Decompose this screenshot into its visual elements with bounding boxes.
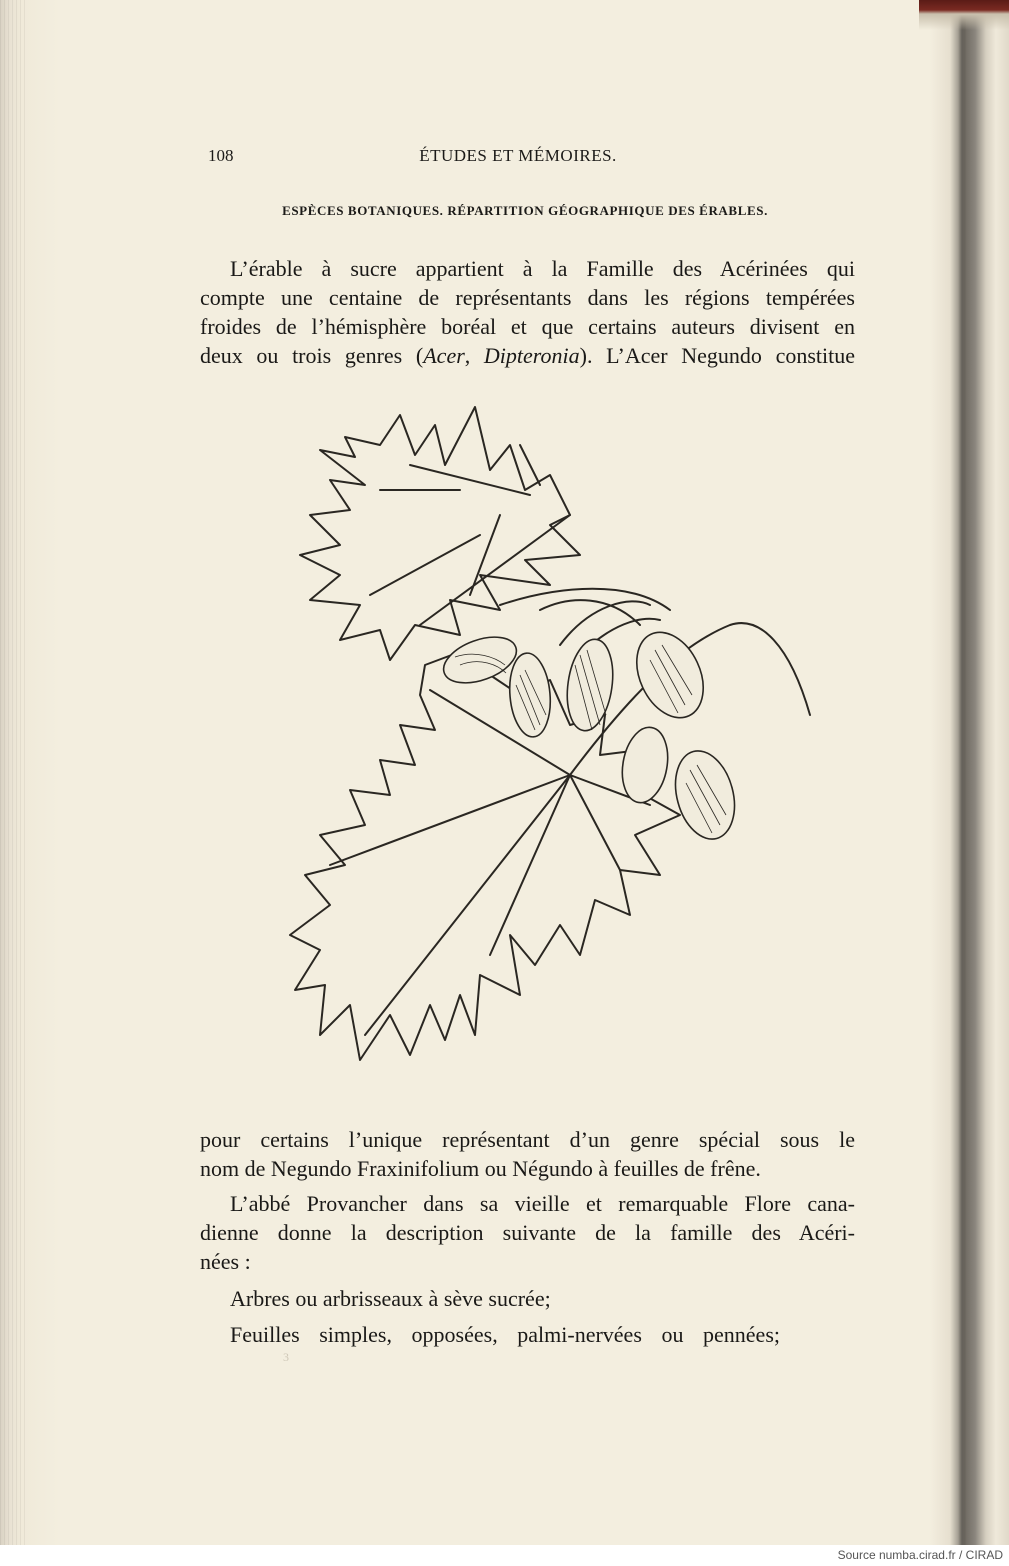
section-heading: ESPÈCES BOTANIQUES. RÉPARTITION GÉOGRAPHIQUE DES ÉRABLES. — [282, 203, 768, 218]
book-page-edges — [0, 0, 28, 1545]
paragraph-line: froides de l’hémisphère boréal et que certains auteurs divisent en — [200, 314, 855, 339]
list-item: Arbres ou arbrisseaux à sève sucrée; — [230, 1286, 551, 1311]
paragraph-line: nées : — [200, 1249, 251, 1274]
paragraph-line: L’abbé Provancher dans sa vieille et remarquable Flore cana- — [230, 1191, 855, 1216]
book-gutter-shadow — [958, 0, 966, 1545]
paragraph-line — [200, 341, 855, 370]
paragraph-line: compte une centaine de représentants dans les régions tempérées — [200, 285, 855, 310]
text-fragment: ). L’Acer Negundo constitue — [579, 343, 856, 368]
genus-dipteronia: Dipteronia — [483, 343, 580, 368]
paragraph-line: nom de Negundo Fraxinifolium ou Négundo à feuilles de frêne. — [200, 1156, 761, 1181]
genus-acer: Acer — [423, 343, 465, 368]
running-title: ÉTUDES ET MÉMOIRES. — [419, 146, 617, 165]
paragraph-line: pour certains l’unique représentant d’un genre spécial sous le — [200, 1127, 855, 1152]
text-fragment: , — [464, 343, 484, 368]
list-item: Feuilles simples, opposées, palmi-nervées ou pennées; — [230, 1322, 780, 1347]
faint-mark: 3 — [283, 1350, 289, 1364]
book-cover-corner — [919, 0, 1009, 30]
page-number: 108 — [208, 146, 234, 165]
source-caption: Source numba.cirad.fr / CIRAD — [837, 1548, 1003, 1562]
paragraph-line: dienne donne la description suivante de la famille des Acéri- — [200, 1220, 855, 1245]
running-head — [208, 146, 828, 172]
paragraph-line: L’érable à sucre appartient à la Famille des Acérinées qui — [230, 256, 855, 281]
maple-leaf-illustration — [250, 395, 820, 1095]
text-fragment: deux ou trois genres ( — [200, 343, 424, 368]
